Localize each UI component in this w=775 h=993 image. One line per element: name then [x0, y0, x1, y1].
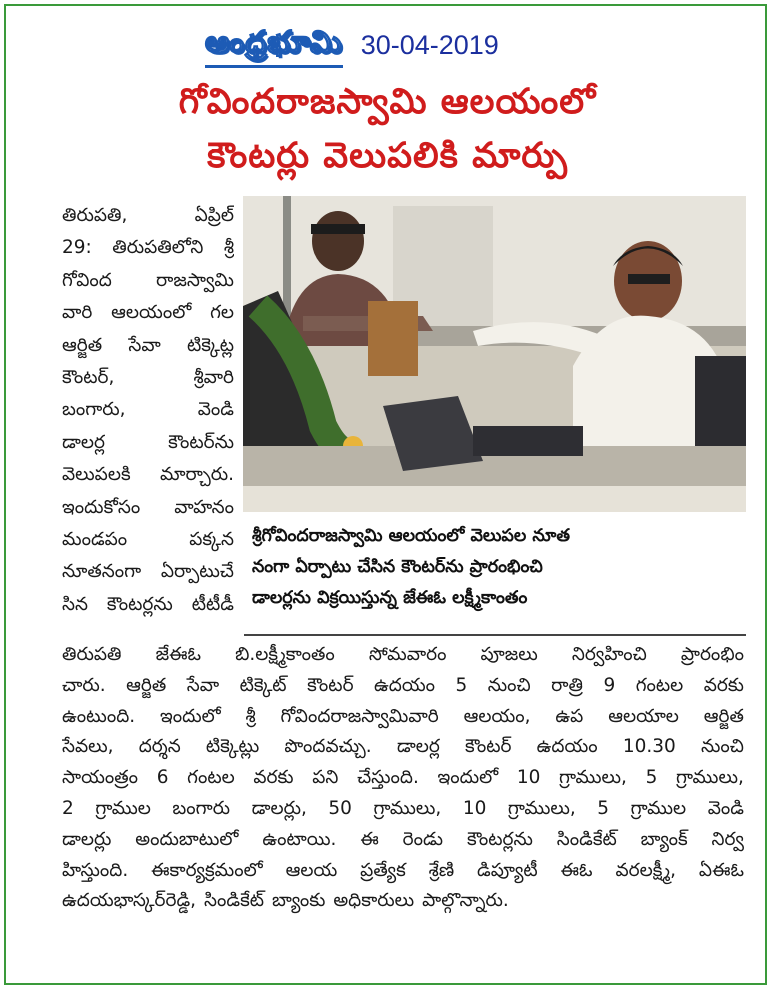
word: గ్రాములు, — [676, 767, 744, 789]
word: సిండికేట్ — [204, 890, 265, 912]
word: డాలర్ల — [62, 431, 105, 453]
word: బ్యాంక్ — [640, 828, 688, 850]
word: డిప్యూటీ — [477, 859, 538, 881]
word: 5 — [455, 674, 468, 696]
word: టిక్కెట్ల — [187, 334, 234, 356]
word: గ్రాములు, — [507, 797, 576, 819]
word: వాహనం — [174, 496, 234, 518]
word: ఉదయం — [536, 736, 598, 758]
word: టిక్కెట్లు — [205, 736, 260, 758]
word: 9 — [603, 674, 616, 696]
word: ఉంటాయి. — [262, 828, 337, 850]
column-line — [62, 589, 234, 621]
word: దర్శన — [138, 736, 181, 758]
column-line — [62, 362, 234, 394]
word: 50 — [328, 797, 352, 819]
article-column — [62, 200, 234, 621]
word: ఇందుకోసం — [62, 496, 141, 518]
word: కౌంటర్‌ను — [168, 431, 234, 453]
word: గల — [210, 302, 234, 324]
word: వరకు — [253, 767, 294, 789]
word: సేవా — [186, 674, 220, 696]
word: శ్రీవారి — [193, 366, 234, 388]
word: పని — [312, 767, 339, 789]
word: పాల్గొన్నారు. — [422, 890, 509, 912]
word: నుంచి — [700, 736, 744, 758]
word: గోవిందరాజస్వామివారి — [280, 705, 439, 727]
word: 29: — [62, 237, 92, 259]
word: ఆలయం, — [463, 705, 531, 727]
body-line — [62, 794, 744, 825]
word: గ్రాముల — [630, 797, 687, 819]
word: ఏప్రిల్ — [194, 205, 234, 226]
body-line — [62, 825, 744, 856]
word: గ్రాముల — [95, 797, 151, 819]
word: పూజలు — [480, 644, 538, 665]
word: టీటీడీ — [191, 593, 234, 615]
word: ఆర్జిత — [62, 334, 103, 356]
body-line — [62, 763, 744, 794]
word: శ్రీ — [223, 237, 234, 259]
word: ఉప — [555, 705, 584, 727]
word: గంటల — [187, 767, 235, 789]
word: నిర్వహించి — [571, 644, 647, 665]
caption-line: డాలర్లను విక్రయిస్తున్న జేఈఓ లక్ష్మీకాంతం — [252, 588, 528, 608]
word: సిన — [62, 593, 88, 615]
word: వెండి — [197, 399, 234, 421]
word: మండపం — [62, 528, 128, 550]
word: పొందవచ్చు. — [284, 736, 372, 758]
word: వెండి — [707, 797, 744, 819]
word: పక్కన — [189, 528, 234, 550]
word: జేఈఓ — [155, 644, 201, 665]
column-line — [62, 200, 234, 232]
word: ఆలయాల — [608, 705, 679, 727]
word: గ్రాములు, — [559, 767, 627, 789]
word: ఇందులో — [437, 767, 499, 789]
word: గంటల — [635, 674, 684, 696]
body-line — [62, 856, 744, 887]
word: 6 — [156, 767, 169, 789]
word: మార్చారు. — [160, 464, 234, 486]
column-line — [62, 524, 234, 556]
body-line — [62, 732, 744, 763]
word: శ్రీ — [245, 705, 256, 727]
publication-date: 30-04-2019 — [360, 29, 499, 60]
word: నూతనంగా — [62, 561, 142, 583]
word: ఉంటుంది. — [62, 705, 136, 727]
word: రాత్రి — [551, 674, 583, 696]
word: కౌంటర్ — [464, 736, 512, 758]
word: ఈకార్యక్రమంలో — [151, 859, 263, 881]
word: సిండికేట్ — [556, 828, 617, 850]
word: కౌంటర్లను — [106, 593, 173, 615]
word: సేవా — [128, 334, 161, 356]
word: 10 — [516, 767, 541, 789]
word: రాజస్వామి — [156, 269, 234, 291]
word: ఉదయం — [374, 674, 436, 696]
word: కౌంటర్, — [62, 366, 115, 388]
article-body-wide — [62, 640, 744, 917]
word: 5 — [597, 797, 610, 819]
word: తిరుపతి, — [62, 205, 128, 226]
word: బంగారు — [172, 797, 231, 819]
column-line — [62, 427, 234, 459]
column-line — [62, 556, 234, 588]
word: ప్రారంభిం — [680, 644, 744, 665]
word: ఇందులో — [160, 705, 221, 727]
news-photo — [243, 196, 746, 512]
word: 2 — [62, 797, 74, 819]
word: ఏఈఓ — [698, 859, 744, 881]
word: కౌంటర్ — [307, 674, 354, 696]
word: అధికారులు — [333, 890, 415, 912]
word: హిస్తుంది. — [62, 859, 129, 881]
column-line — [62, 492, 234, 524]
word: డాలర్లు — [62, 828, 112, 850]
column-line — [62, 232, 234, 264]
word: నిర్వ — [711, 828, 744, 850]
word: తిరుపతిలోని — [112, 237, 204, 259]
word: శ్రేణి — [428, 859, 455, 881]
word: ఉదయభాస్కర్‌రెడ్డి, — [62, 890, 197, 912]
word: ఆలయ — [285, 859, 338, 881]
word: 5 — [645, 767, 658, 789]
word: ఆలయంలో — [111, 302, 192, 324]
word: కౌంటర్లను — [466, 828, 533, 850]
word: ప్రత్యేక — [360, 859, 406, 881]
word: గ్రాములు, — [373, 797, 442, 819]
word: రెండు — [402, 828, 444, 850]
masthead — [205, 22, 499, 68]
body-line — [62, 671, 744, 702]
photo-counter-scene-icon — [243, 196, 746, 512]
word: సేవలు, — [62, 736, 114, 758]
headline-line-2: కౌంటర్లు వెలుపలికి మార్పు — [207, 136, 568, 176]
word: బి.లక్ష్మీకాంతం — [235, 644, 335, 665]
caption-divider — [244, 634, 746, 636]
word: బంగారు, — [62, 399, 126, 421]
column-line — [62, 459, 234, 491]
word: వరకు — [703, 674, 744, 696]
word: ఆర్జిత — [703, 705, 744, 727]
word: డాలర్లు, — [251, 797, 307, 819]
word: 10.30 — [622, 736, 676, 758]
word: ఏర్పాటుచే — [160, 561, 234, 583]
word: సోమవారం — [368, 644, 447, 665]
word: సాయంత్రం — [62, 767, 139, 789]
headline-line-1: గోవిందరాజస్వామి ఆలయంలో — [178, 82, 597, 122]
body-line — [62, 702, 744, 733]
column-line — [62, 394, 234, 426]
body-line — [62, 886, 744, 917]
caption-line: శ్రీగోవిందరాజస్వామి ఆలయంలో వెలుపల నూత — [252, 526, 570, 546]
caption-line: నంగా ఏర్పాటు చేసిన కౌంటర్‌ను ప్రారంభించి — [252, 557, 543, 577]
column-line — [62, 330, 234, 362]
word: టిక్కెట్ — [239, 674, 287, 696]
word: నుంచి — [487, 674, 531, 696]
word: బ్యాంకు — [272, 890, 326, 912]
word: వరలక్ష్మీ, — [615, 859, 677, 881]
body-line — [62, 640, 744, 671]
word: వెలుపలకి — [62, 464, 131, 486]
word: చారు. — [62, 674, 106, 696]
word: 10 — [462, 797, 487, 819]
word: అందుబాటులో — [135, 828, 239, 850]
column-line — [62, 297, 234, 329]
word: డాలర్ల — [396, 736, 440, 758]
word: వారి — [62, 302, 93, 324]
word: గోవింద — [62, 269, 112, 291]
newspaper-logo: ఆంధ్రభూమి — [205, 23, 343, 68]
word: ఈఓ — [560, 859, 593, 881]
photo-caption — [252, 521, 742, 614]
word: ఈ — [360, 828, 379, 850]
word: ఆర్జిత — [126, 674, 167, 696]
column-line — [62, 265, 234, 297]
word: చేస్తుంది. — [357, 767, 419, 789]
word: తిరుపతి — [62, 644, 122, 665]
